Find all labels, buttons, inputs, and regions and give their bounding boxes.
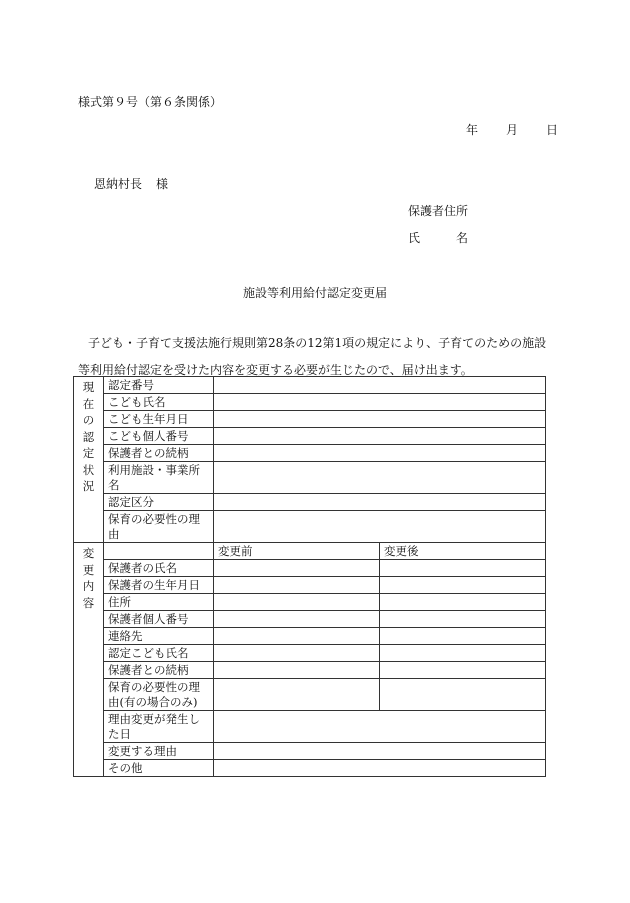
before-input-cell[interactable] — [214, 594, 380, 611]
input-cell[interactable] — [214, 445, 546, 462]
row-label: 住所 — [104, 594, 214, 611]
input-cell[interactable] — [214, 711, 546, 743]
current-status-section-label: 現在の認定状況 — [74, 377, 104, 543]
after-input-cell[interactable] — [380, 662, 546, 679]
row-label: 連絡先 — [104, 628, 214, 645]
table-row — [74, 594, 546, 611]
row-label: 認定区分 — [104, 494, 214, 511]
input-cell[interactable] — [214, 394, 546, 411]
before-input-cell[interactable] — [214, 679, 380, 711]
before-input-cell[interactable] — [214, 560, 380, 577]
date-day-label: 日 — [546, 123, 559, 137]
table-row — [74, 628, 546, 645]
addressee — [94, 178, 168, 190]
table-row — [74, 411, 546, 428]
body-text-line-2: 等利用給付認定を受けた内容を変更する必要が生じたので、届け出ます。 — [78, 363, 473, 377]
date-month-label: 月 — [506, 123, 519, 137]
row-label: 保護者の生年月日 — [104, 577, 214, 594]
column-header-after: 変更後 — [380, 543, 546, 560]
row-label: 理由変更が発生した日 — [104, 711, 214, 743]
form-number: 様式第９号（第６条関係） — [78, 95, 223, 109]
table-row — [74, 462, 546, 494]
before-input-cell[interactable] — [214, 662, 380, 679]
document-title: 施設等利用給付認定変更届 — [242, 286, 387, 300]
guardian-address-label: 保護者住所 — [408, 204, 469, 218]
table-row — [74, 611, 546, 628]
after-input-cell[interactable] — [380, 577, 546, 594]
table-row — [74, 445, 546, 462]
table-row — [74, 662, 546, 679]
body-text-line-1: 子ども・子育て支援法施行規則第28条の12第1項の規定により、子育てのための施設 — [88, 336, 547, 350]
table-row — [74, 711, 546, 743]
row-label: 利用施設・事業所名 — [104, 462, 214, 494]
row-label: 変更する理由 — [104, 743, 214, 760]
date-year-label: 年 — [466, 123, 479, 137]
input-cell[interactable] — [214, 411, 546, 428]
before-input-cell[interactable] — [214, 611, 380, 628]
row-label: こども個人番号 — [104, 428, 214, 445]
table-row — [74, 760, 546, 777]
table-row — [74, 645, 546, 662]
addressee-name: 恩納村長 — [94, 177, 143, 191]
row-label — [104, 543, 214, 560]
input-cell[interactable] — [214, 377, 546, 394]
row-label: その他 — [104, 760, 214, 777]
row-label: 保護者との続柄 — [104, 445, 214, 462]
after-input-cell[interactable] — [380, 628, 546, 645]
row-label: 保育の必要性の理由(有の場合のみ) — [104, 679, 214, 711]
before-input-cell[interactable] — [214, 645, 380, 662]
row-label: 保護者の氏名 — [104, 560, 214, 577]
after-input-cell[interactable] — [380, 611, 546, 628]
row-label: 認定こども氏名 — [104, 645, 214, 662]
row-label: 保護者個人番号 — [104, 611, 214, 628]
row-label: こども生年月日 — [104, 411, 214, 428]
input-cell[interactable] — [214, 760, 546, 777]
row-label: 保護者との続柄 — [104, 662, 214, 679]
after-input-cell[interactable] — [380, 645, 546, 662]
column-header-before: 変更前 — [214, 543, 380, 560]
input-cell[interactable] — [214, 511, 546, 543]
before-input-cell[interactable] — [214, 628, 380, 645]
row-label: 保育の必要性の理由 — [104, 511, 214, 543]
table-row — [74, 543, 546, 560]
row-label: こども氏名 — [104, 394, 214, 411]
after-input-cell[interactable] — [380, 679, 546, 711]
guardian-name-label-1: 氏 — [408, 231, 421, 245]
guardian-name-label-2: 名 — [456, 231, 469, 245]
row-label: 認定番号 — [104, 377, 214, 394]
table-row — [74, 679, 546, 711]
date-line — [466, 124, 558, 136]
input-cell[interactable] — [214, 462, 546, 494]
table-row — [74, 743, 546, 760]
after-input-cell[interactable] — [380, 560, 546, 577]
table-row — [74, 377, 546, 394]
guardian-name-label — [408, 232, 468, 244]
table-row — [74, 560, 546, 577]
table-row — [74, 494, 546, 511]
table-row — [74, 577, 546, 594]
change-content-section-label: 変更内容 — [74, 543, 104, 777]
table-row — [74, 428, 546, 445]
addressee-honorific: 様 — [156, 177, 169, 191]
before-input-cell[interactable] — [214, 577, 380, 594]
table-row — [74, 511, 546, 543]
form-table — [73, 376, 546, 777]
after-input-cell[interactable] — [380, 594, 546, 611]
input-cell[interactable] — [214, 428, 546, 445]
table-row — [74, 394, 546, 411]
input-cell[interactable] — [214, 743, 546, 760]
input-cell[interactable] — [214, 494, 546, 511]
